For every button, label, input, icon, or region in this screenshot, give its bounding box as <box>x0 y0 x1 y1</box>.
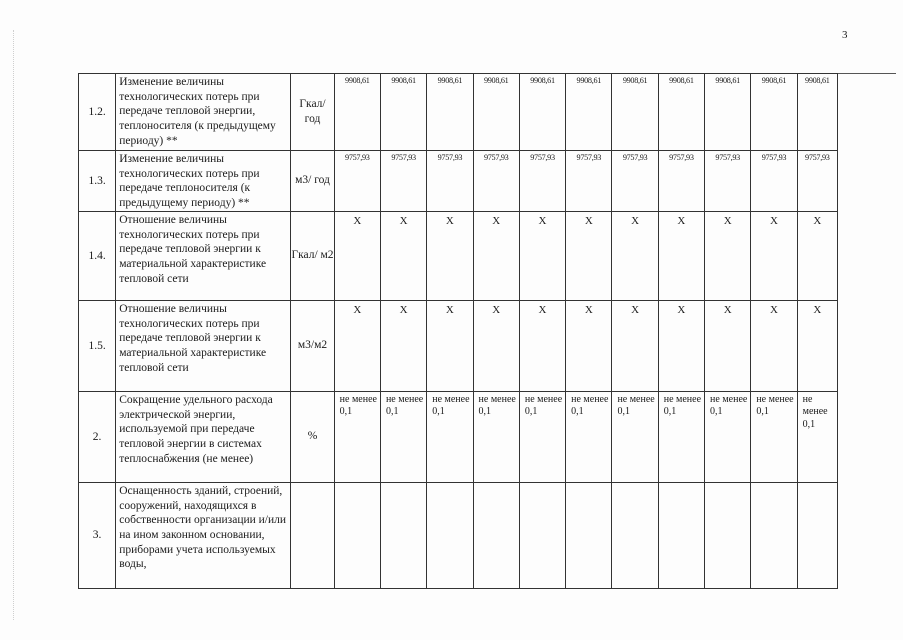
page-edge-line <box>13 30 14 620</box>
period-value-cell: не менее 0,1 <box>473 391 519 482</box>
period-value-cell: 9757,93 <box>612 151 658 212</box>
indicators-table <box>78 73 838 589</box>
period-value-cell: Х <box>566 300 612 391</box>
period-value-cell <box>797 482 837 588</box>
period-value-cell: Х <box>797 300 837 391</box>
period-value-cell: 9908,61 <box>380 74 426 151</box>
period-value-cell: Х <box>427 211 473 300</box>
period-value-cell: не менее 0,1 <box>334 391 380 482</box>
table-body <box>79 74 838 589</box>
indicator-name-cell: Сокращение удельного расхода электрической энергии, используемой при передаче тепловой энергии в системах теплоснабжения (не менее) <box>116 391 291 482</box>
period-value-cell: Х <box>566 211 612 300</box>
indicator-name-cell: Оснащенность зданий, строений, сооружений, находящихся в собственности организации и/или на ином законном основании, приборами учета используемых воды, <box>116 482 291 588</box>
period-value-cell: 9908,61 <box>427 74 473 151</box>
period-value-cell: не менее 0,1 <box>751 391 797 482</box>
period-value-cell: 9908,61 <box>473 74 519 151</box>
period-value-cell: 9908,61 <box>751 74 797 151</box>
period-value-cell: не менее 0,1 <box>380 391 426 482</box>
unit-cell: Гкал/ год <box>291 74 334 151</box>
period-value-cell: не менее 0,1 <box>427 391 473 482</box>
period-value-cell <box>334 482 380 588</box>
period-value-cell: Х <box>612 300 658 391</box>
indicator-name-cell: Отношение величины технологических потерь при передаче тепловой энергии к материальной характеристике тепловой сети <box>116 300 291 391</box>
period-value-cell <box>380 482 426 588</box>
period-value-cell: 9908,61 <box>658 74 704 151</box>
period-value-cell: Х <box>380 300 426 391</box>
period-value-cell: не менее 0,1 <box>612 391 658 482</box>
period-value-cell: 9908,61 <box>612 74 658 151</box>
period-value-cell: 9757,93 <box>797 151 837 212</box>
page-number: 3 <box>842 29 848 41</box>
period-value-cell: Х <box>473 300 519 391</box>
period-value-cell: 9757,93 <box>658 151 704 212</box>
unit-cell <box>291 482 334 588</box>
table-row <box>79 482 838 588</box>
period-value-cell: Х <box>519 300 565 391</box>
period-value-cell: 9908,61 <box>797 74 837 151</box>
period-value-cell: 9757,93 <box>334 151 380 212</box>
row-number-cell: 3. <box>79 482 116 588</box>
indicator-name-cell: Изменение величины технологических потерь при передаче теплоносителя (к предыдущему периоду) ** <box>116 151 291 212</box>
unit-cell: % <box>291 391 334 482</box>
period-value-cell <box>473 482 519 588</box>
period-value-cell <box>612 482 658 588</box>
period-value-cell: Х <box>797 211 837 300</box>
period-value-cell: Х <box>658 300 704 391</box>
indicator-name-cell: Изменение величины технологических потерь при передаче тепловой энергии, теплоносителя (к предыдущему периоду) ** <box>116 74 291 151</box>
period-value-cell: не менее 0,1 <box>797 391 837 482</box>
unit-cell: м3/ год <box>291 151 334 212</box>
period-value-cell: 9757,93 <box>427 151 473 212</box>
period-value-cell: 9908,61 <box>519 74 565 151</box>
period-value-cell <box>705 482 751 588</box>
period-value-cell <box>519 482 565 588</box>
period-value-cell: Х <box>751 211 797 300</box>
period-value-cell: Х <box>705 211 751 300</box>
period-value-cell: не менее 0,1 <box>519 391 565 482</box>
period-value-cell: Х <box>658 211 704 300</box>
period-value-cell: 9757,93 <box>380 151 426 212</box>
row-number-cell: 1.5. <box>79 300 116 391</box>
period-value-cell: не менее 0,1 <box>658 391 704 482</box>
period-value-cell: Х <box>473 211 519 300</box>
period-value-cell: 9908,61 <box>705 74 751 151</box>
table-top-rule-extension <box>836 73 896 74</box>
period-value-cell: 9908,61 <box>334 74 380 151</box>
period-value-cell: не менее 0,1 <box>705 391 751 482</box>
table-row <box>79 74 838 151</box>
period-value-cell: не менее 0,1 <box>566 391 612 482</box>
period-value-cell: Х <box>705 300 751 391</box>
period-value-cell: Х <box>380 211 426 300</box>
period-value-cell: 9908,61 <box>566 74 612 151</box>
period-value-cell: 9757,93 <box>751 151 797 212</box>
unit-cell: Гкал/ м2 <box>291 211 334 300</box>
period-value-cell: Х <box>334 211 380 300</box>
table-row <box>79 211 838 300</box>
period-value-cell: 9757,93 <box>566 151 612 212</box>
row-number-cell: 2. <box>79 391 116 482</box>
period-value-cell <box>751 482 797 588</box>
period-value-cell: 9757,93 <box>519 151 565 212</box>
table-row <box>79 391 838 482</box>
unit-cell: м3/м2 <box>291 300 334 391</box>
table-row <box>79 300 838 391</box>
period-value-cell: Х <box>519 211 565 300</box>
period-value-cell <box>427 482 473 588</box>
period-value-cell: Х <box>751 300 797 391</box>
period-value-cell: Х <box>427 300 473 391</box>
period-value-cell: 9757,93 <box>473 151 519 212</box>
period-value-cell <box>658 482 704 588</box>
table-row <box>79 151 838 212</box>
period-value-cell: 9757,93 <box>705 151 751 212</box>
period-value-cell: Х <box>612 211 658 300</box>
row-number-cell: 1.2. <box>79 74 116 151</box>
row-number-cell: 1.3. <box>79 151 116 212</box>
indicator-name-cell: Отношение величины технологических потерь при передаче тепловой энергии к материальной характеристике тепловой сети <box>116 211 291 300</box>
period-value-cell <box>566 482 612 588</box>
period-value-cell: Х <box>334 300 380 391</box>
row-number-cell: 1.4. <box>79 211 116 300</box>
